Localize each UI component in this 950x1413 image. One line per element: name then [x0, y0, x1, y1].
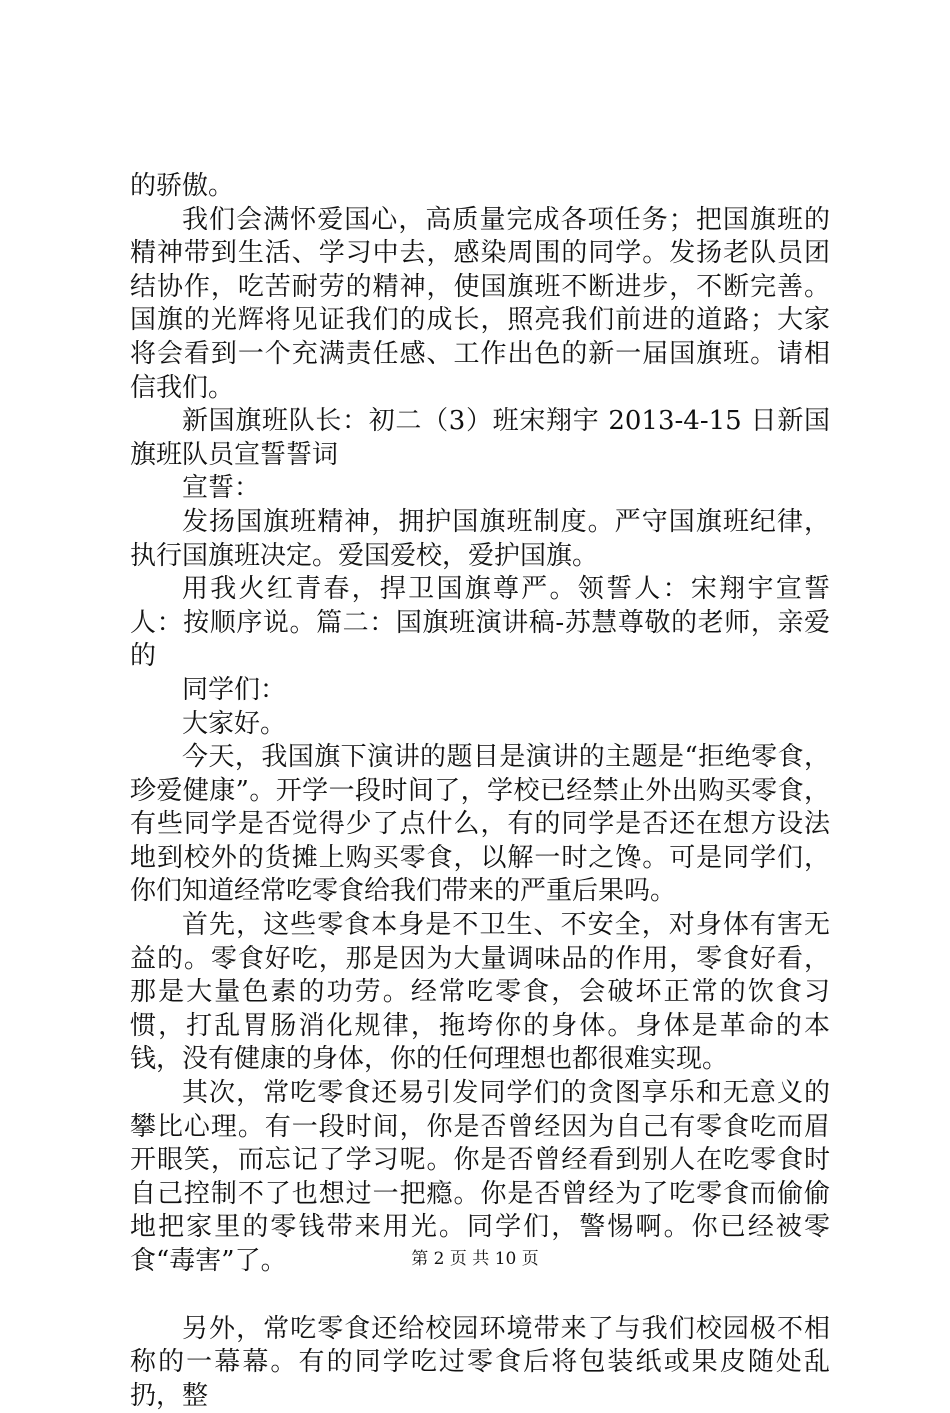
page-number-label: 第 2 页 共 10 页 — [411, 1249, 539, 1269]
paragraph-6: 同学们： — [182, 674, 287, 705]
document-body — [130, 170, 830, 1413]
paragraph-11: 另外，常吃零食还给校园环境带来了与我们校园极不相称的一幕幕。有的同学吃过零食后将包装纸或果皮随处乱扔，整 — [130, 1313, 830, 1411]
paragraph-9: 首先，这些零食本身是不卫生、不安全，对身体有害无益的。零食好吃，那是因为大量调味品的作用，零食好看，那是大量色素的功劳。经常吃零食，会破坏正常的饮食习惯，打乱胃肠消化规律，拖垮你的身体。身体是革命的本钱，没有健康的身体，你的任何理想也都很难实现。 — [130, 910, 830, 1075]
page-footer — [0, 1244, 950, 1269]
paragraph-3: 宣誓： — [182, 473, 261, 504]
paragraph-5: 用我火红青春，捍卫国旗尊严。领誓人：宋翔宇宣誓人：按顺序说。篇二：国旗班演讲稿-苏慧尊敬的老师，亲爱的 — [130, 574, 830, 672]
paragraph-10: 其次，常吃零食还易引发同学们的贪图享乐和无意义的攀比心理。有一段时间，你是否曾经因为自己有零食吃而眉开眼笑，而忘记了学习呢。你是否曾经看到别人在吃零食时自己控制不了也想过一把瘾。你是否曾经为了吃零食而偷偷地把家里的零钱带来用光。同学们，警惕啊。你已经被零食“毒害”了。 — [130, 1078, 830, 1276]
paragraph-4: 发扬国旗班精神，拥护国旗班制度。严守国旗班纪律，执行国旗班决定。爱国爱校，爱护国旗。 — [130, 506, 830, 571]
paragraph-8: 今天，我国旗下演讲的题目是演讲的主题是“拒绝零食，珍爱健康”。开学一段时间了，学校已经禁止外出购买零食，有些同学是否觉得少了点什么，有的同学是否还在想方设法地到校外的货摊上购买零食，以解一时之馋。可是同学们，你们知道经常吃零食给我们带来的严重后果吗。 — [130, 742, 830, 907]
paragraph-0: 的骄傲。 — [130, 171, 235, 201]
paragraph-1: 我们会满怀爱国心，高质量完成各项任务；把国旗班的精神带到生活、学习中去，感染周围的同学。发扬老队员团结协作，吃苦耐劳的精神，使国旗班不断进步，不断完善。国旗的光辉将见证我们的成长，照亮我们前进的道路；大家将会看到一个充满责任感、工作出色的新一届国旗班。请相信我们。 — [130, 204, 830, 403]
paragraph-2: 新国旗班队长：初二（3）班宋翔宇 2013-4-15 日新国旗班队员宣誓誓词 — [130, 406, 830, 470]
paragraph-7: 大家好。 — [182, 708, 287, 739]
